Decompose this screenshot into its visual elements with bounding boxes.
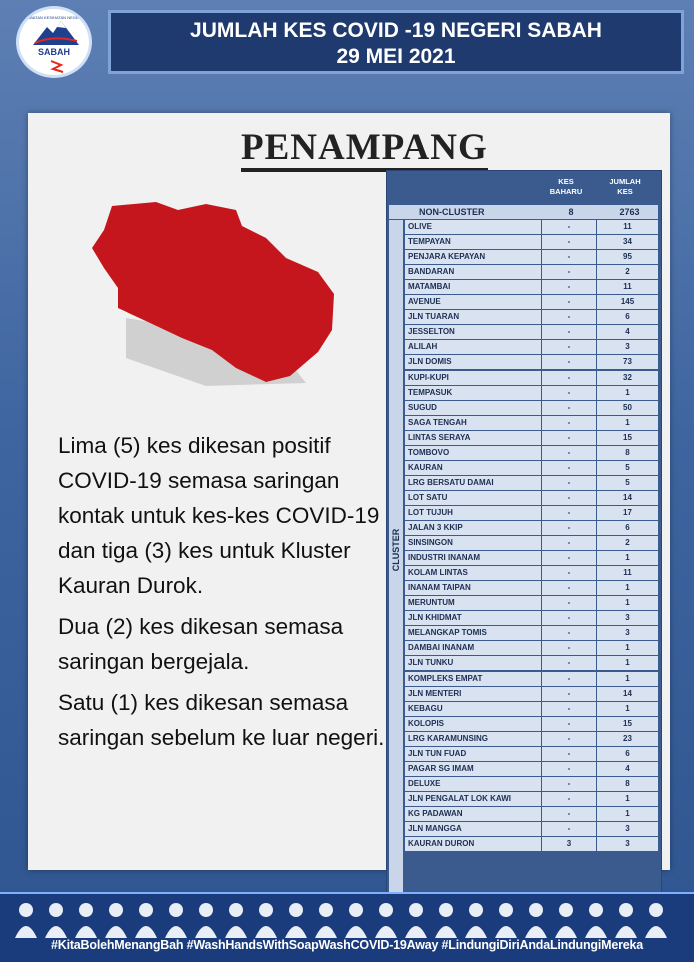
cluster-name: KAURAN [405, 461, 541, 475]
table-row [405, 491, 658, 505]
table-row [405, 401, 658, 415]
cluster-total-cases: 1 [597, 581, 658, 595]
cluster-total-cases: 32 [597, 371, 658, 385]
table-row [405, 476, 658, 490]
cluster-name: LRG BERSATU DAMAI [405, 476, 541, 490]
cluster-total-cases: 11 [597, 280, 658, 294]
cluster-name: JLN TUNKU [405, 656, 541, 670]
table-row [405, 596, 658, 610]
cluster-table [386, 170, 662, 955]
table-row [405, 792, 658, 806]
table-row [405, 807, 658, 821]
person-figure-icon [345, 903, 367, 938]
non-cluster-label: NON-CLUSTER [419, 207, 485, 217]
table-row [405, 280, 658, 294]
cluster-new-cases: - [542, 687, 596, 701]
logo-department-text: JABATAN KESIHATAN NEGERI [25, 15, 83, 20]
cluster-name: JLN MANGGA [405, 822, 541, 836]
cluster-total-cases: 14 [597, 491, 658, 505]
cluster-new-cases: - [542, 265, 596, 279]
cluster-name: MATAMBAI [405, 280, 541, 294]
header-new-line1: KES [558, 177, 574, 186]
cluster-total-cases: 5 [597, 476, 658, 490]
cluster-name: LINTAS SERAYA [405, 431, 541, 445]
non-cluster-row [389, 205, 658, 219]
cluster-name: DAMBAI INANAM [405, 641, 541, 655]
table-row [405, 386, 658, 400]
cluster-total-cases: 5 [597, 461, 658, 475]
cluster-total-cases: 50 [597, 401, 658, 415]
header-total-line2: KES [617, 187, 633, 196]
cluster-name: KOLOPIS [405, 717, 541, 731]
header-new-cases [539, 171, 593, 205]
cluster-new-cases: - [542, 581, 596, 595]
cluster-name: SUGUD [405, 401, 541, 415]
cluster-name: ALILAH [405, 340, 541, 354]
cluster-name: MELANGKAP TOMIS [405, 626, 541, 640]
person-figure-icon [165, 903, 187, 938]
cluster-new-cases: - [542, 521, 596, 535]
table-row [405, 687, 658, 701]
cluster-total-cases: 2 [597, 265, 658, 279]
cluster-name: JLN KHIDMAT [405, 611, 541, 625]
cluster-new-cases: - [542, 250, 596, 264]
cluster-name: JESSELTON [405, 325, 541, 339]
person-figure-icon [405, 903, 427, 938]
footer-banner [0, 892, 694, 962]
table-row [405, 641, 658, 655]
cluster-new-cases: - [542, 355, 596, 369]
cluster-total-cases: 1 [597, 792, 658, 806]
cluster-new-cases: - [542, 340, 596, 354]
table-row [405, 295, 658, 309]
header-total-line1: JUMLAH [609, 177, 641, 186]
cluster-name: KAURAN DURON [405, 837, 541, 851]
cluster-total-cases: 1 [597, 807, 658, 821]
table-row [405, 732, 658, 746]
cluster-name: OLIVE [405, 220, 541, 234]
cluster-total-cases: 3 [597, 822, 658, 836]
cluster-name: INANAM TAIPAN [405, 581, 541, 595]
cluster-new-cases: - [542, 431, 596, 445]
cluster-total-cases: 34 [597, 235, 658, 249]
table-row [405, 235, 658, 249]
table-row [405, 551, 658, 565]
announcement-paragraph-1: Lima (5) kes dikesan positif COVID-19 semasa saringan kontak untuk kes-kes COVID-19 dan tiga (3) kes untuk Kluster Kauran Durok. [58, 433, 380, 598]
mountain-logo-icon [33, 19, 79, 47]
cluster-new-cases: - [542, 295, 596, 309]
cluster-new-cases: - [542, 732, 596, 746]
person-figure-icon [315, 903, 337, 938]
cluster-total-cases: 2 [597, 536, 658, 550]
person-figure-icon [615, 903, 637, 938]
cluster-new-cases: - [542, 611, 596, 625]
table-row [405, 822, 658, 836]
cluster-total-cases: 4 [597, 762, 658, 776]
cluster-name: KUPI-KUPI [405, 371, 541, 385]
non-cluster-total: 2763 [619, 207, 640, 217]
cluster-name: KOMPLEKS EMPAT [405, 672, 541, 686]
cluster-total-cases: 95 [597, 250, 658, 264]
cluster-new-cases: - [542, 310, 596, 324]
cluster-new-cases: - [542, 702, 596, 716]
person-figure-icon [465, 903, 487, 938]
table-row [405, 371, 658, 385]
table-row [405, 566, 658, 580]
table-row [405, 506, 658, 520]
cluster-total-cases: 3 [597, 340, 658, 354]
person-figure-icon [435, 903, 457, 938]
page-header [108, 10, 684, 74]
district-title: PENAMPANG [241, 128, 488, 172]
person-figure-icon [495, 903, 517, 938]
cluster-new-cases: - [542, 807, 596, 821]
cluster-total-cases: 1 [597, 596, 658, 610]
cluster-total-cases: 11 [597, 566, 658, 580]
cluster-label: CLUSTER [391, 528, 401, 572]
person-figure-icon [585, 903, 607, 938]
person-figure-icon [375, 903, 397, 938]
cluster-new-cases: - [542, 717, 596, 731]
cluster-name: PAGAR SG IMAM [405, 762, 541, 776]
cluster-total-cases: 73 [597, 355, 658, 369]
frontliner-figures-icon [14, 898, 680, 938]
cluster-new-cases: - [542, 551, 596, 565]
person-figure-icon [225, 903, 247, 938]
table-row [405, 672, 658, 686]
person-figure-icon [195, 903, 217, 938]
cluster-total-cases: 145 [597, 295, 658, 309]
cluster-total-cases: 23 [597, 732, 658, 746]
cluster-new-cases: - [542, 626, 596, 640]
cluster-new-cases: - [542, 566, 596, 580]
cluster-total-cases: 15 [597, 431, 658, 445]
cluster-total-cases: 6 [597, 521, 658, 535]
cluster-new-cases: - [542, 762, 596, 776]
table-row [405, 521, 658, 535]
table-row [405, 762, 658, 776]
cluster-total-cases: 1 [597, 641, 658, 655]
cluster-new-cases: - [542, 220, 596, 234]
table-row [405, 611, 658, 625]
table-row [405, 220, 658, 234]
person-figure-icon [555, 903, 577, 938]
table-header [539, 171, 660, 205]
cluster-new-cases: - [542, 596, 596, 610]
cluster-total-cases: 1 [597, 416, 658, 430]
person-figure-icon [285, 903, 307, 938]
sabah-health-logo [16, 6, 92, 78]
cluster-new-cases: - [542, 822, 596, 836]
cluster-name: JLN MENTERI [405, 687, 541, 701]
table-row [405, 416, 658, 430]
cluster-new-cases: - [542, 506, 596, 520]
header-total-cases [594, 171, 656, 205]
cluster-total-cases: 8 [597, 777, 658, 791]
cluster-total-cases: 4 [597, 325, 658, 339]
cluster-total-cases: 6 [597, 747, 658, 761]
table-row [405, 656, 658, 670]
cluster-total-cases: 11 [597, 220, 658, 234]
cluster-new-cases: - [542, 235, 596, 249]
table-row [405, 747, 658, 761]
cluster-new-cases: - [542, 476, 596, 490]
cluster-name: TEMPASUK [405, 386, 541, 400]
cluster-new-cases: - [542, 792, 596, 806]
cluster-new-cases: - [542, 656, 596, 670]
cluster-name: TEMPAYAN [405, 235, 541, 249]
cluster-name: PENJARA KEPAYAN [405, 250, 541, 264]
cluster-new-cases: - [542, 386, 596, 400]
cluster-new-cases: - [542, 461, 596, 475]
cluster-name: SINSINGON [405, 536, 541, 550]
person-figure-icon [105, 903, 127, 938]
table-row [405, 310, 658, 324]
cluster-name: KEBAGU [405, 702, 541, 716]
cluster-new-cases: - [542, 747, 596, 761]
table-row [405, 536, 658, 550]
person-figure-icon [15, 903, 37, 938]
announcement-text [58, 428, 388, 761]
cluster-name: TOMBOVO [405, 446, 541, 460]
table-row [405, 461, 658, 475]
cluster-total-cases: 1 [597, 386, 658, 400]
cluster-total-cases: 6 [597, 310, 658, 324]
content-panel [28, 113, 670, 870]
cluster-new-cases: - [542, 536, 596, 550]
cluster-total-cases: 1 [597, 551, 658, 565]
cluster-new-cases: 3 [542, 837, 596, 851]
cluster-new-cases: - [542, 416, 596, 430]
person-figure-icon [645, 903, 667, 938]
cluster-name: JLN DOMIS [405, 355, 541, 369]
cluster-name: INDUSTRI INANAM [405, 551, 541, 565]
cluster-name: DELUXE [405, 777, 541, 791]
table-row [405, 837, 658, 851]
logo-text: SABAH [37, 47, 70, 57]
cluster-name: JALAN 3 KKIP [405, 521, 541, 535]
cluster-total-cases: 3 [597, 611, 658, 625]
table-row [405, 250, 658, 264]
cluster-new-cases: - [542, 401, 596, 415]
logo-wave-icon [49, 59, 65, 73]
cluster-new-cases: - [542, 641, 596, 655]
table-row [405, 355, 658, 369]
cluster-name: LRG KARAMUNSING [405, 732, 541, 746]
header-date: 29 MEI 2021 [336, 45, 456, 68]
cluster-name: KOLAM LINTAS [405, 566, 541, 580]
cluster-name: SAGA TENGAH [405, 416, 541, 430]
header-new-line2: BAHARU [549, 187, 583, 196]
cluster-new-cases: - [542, 777, 596, 791]
announcement-paragraph-3: Satu (1) kes dikesan semasa saringan sebelum ke luar negeri. [58, 690, 385, 750]
cluster-name: KG PADAWAN [405, 807, 541, 821]
cluster-total-cases: 3 [597, 626, 658, 640]
cluster-name: MERUNTUM [405, 596, 541, 610]
cluster-total-cases: 1 [597, 656, 658, 670]
cluster-total-cases: 1 [597, 702, 658, 716]
cluster-label-column [389, 220, 403, 951]
cluster-name: JLN TUN FUAD [405, 747, 541, 761]
table-row [405, 777, 658, 791]
table-row [405, 626, 658, 640]
penampang-map [86, 198, 346, 398]
cluster-new-cases: - [542, 672, 596, 686]
table-row [405, 717, 658, 731]
table-row [405, 581, 658, 595]
cluster-total-cases: 17 [597, 506, 658, 520]
cluster-name: JLN PENGALAT LOK KAWI [405, 792, 541, 806]
cluster-new-cases: - [542, 491, 596, 505]
announcement-paragraph-2: Dua (2) kes dikesan semasa saringan bergejala. [58, 614, 344, 674]
footer-hashtags: #KitaBolehMenangBah #WashHandsWithSoapWashCOVID-19Away #LindungiDiriAndaLindungiMereka [50, 938, 644, 952]
cluster-name: JLN TUARAN [405, 310, 541, 324]
table-row [405, 702, 658, 716]
non-cluster-new: 8 [568, 207, 574, 217]
cluster-name: BANDARAN [405, 265, 541, 279]
table-row [405, 265, 658, 279]
cluster-new-cases: - [542, 325, 596, 339]
person-figure-icon [135, 903, 157, 938]
cluster-name: AVENUE [405, 295, 541, 309]
cluster-total-cases: 15 [597, 717, 658, 731]
cluster-new-cases: - [542, 371, 596, 385]
cluster-total-cases: 1 [597, 672, 658, 686]
person-figure-icon [75, 903, 97, 938]
table-row [405, 340, 658, 354]
table-row [405, 431, 658, 445]
cluster-new-cases: - [542, 280, 596, 294]
table-row [405, 325, 658, 339]
cluster-name: LOT TUJUH [405, 506, 541, 520]
cluster-new-cases: - [542, 446, 596, 460]
cluster-total-cases: 8 [597, 446, 658, 460]
table-row [405, 446, 658, 460]
header-title: JUMLAH KES COVID -19 NEGERI SABAH [190, 19, 602, 42]
cluster-total-cases: 14 [597, 687, 658, 701]
person-figure-icon [45, 903, 67, 938]
cluster-name: LOT SATU [405, 491, 541, 505]
cluster-total-cases: 3 [597, 837, 658, 851]
person-figure-icon [255, 903, 277, 938]
person-figure-icon [525, 903, 547, 938]
